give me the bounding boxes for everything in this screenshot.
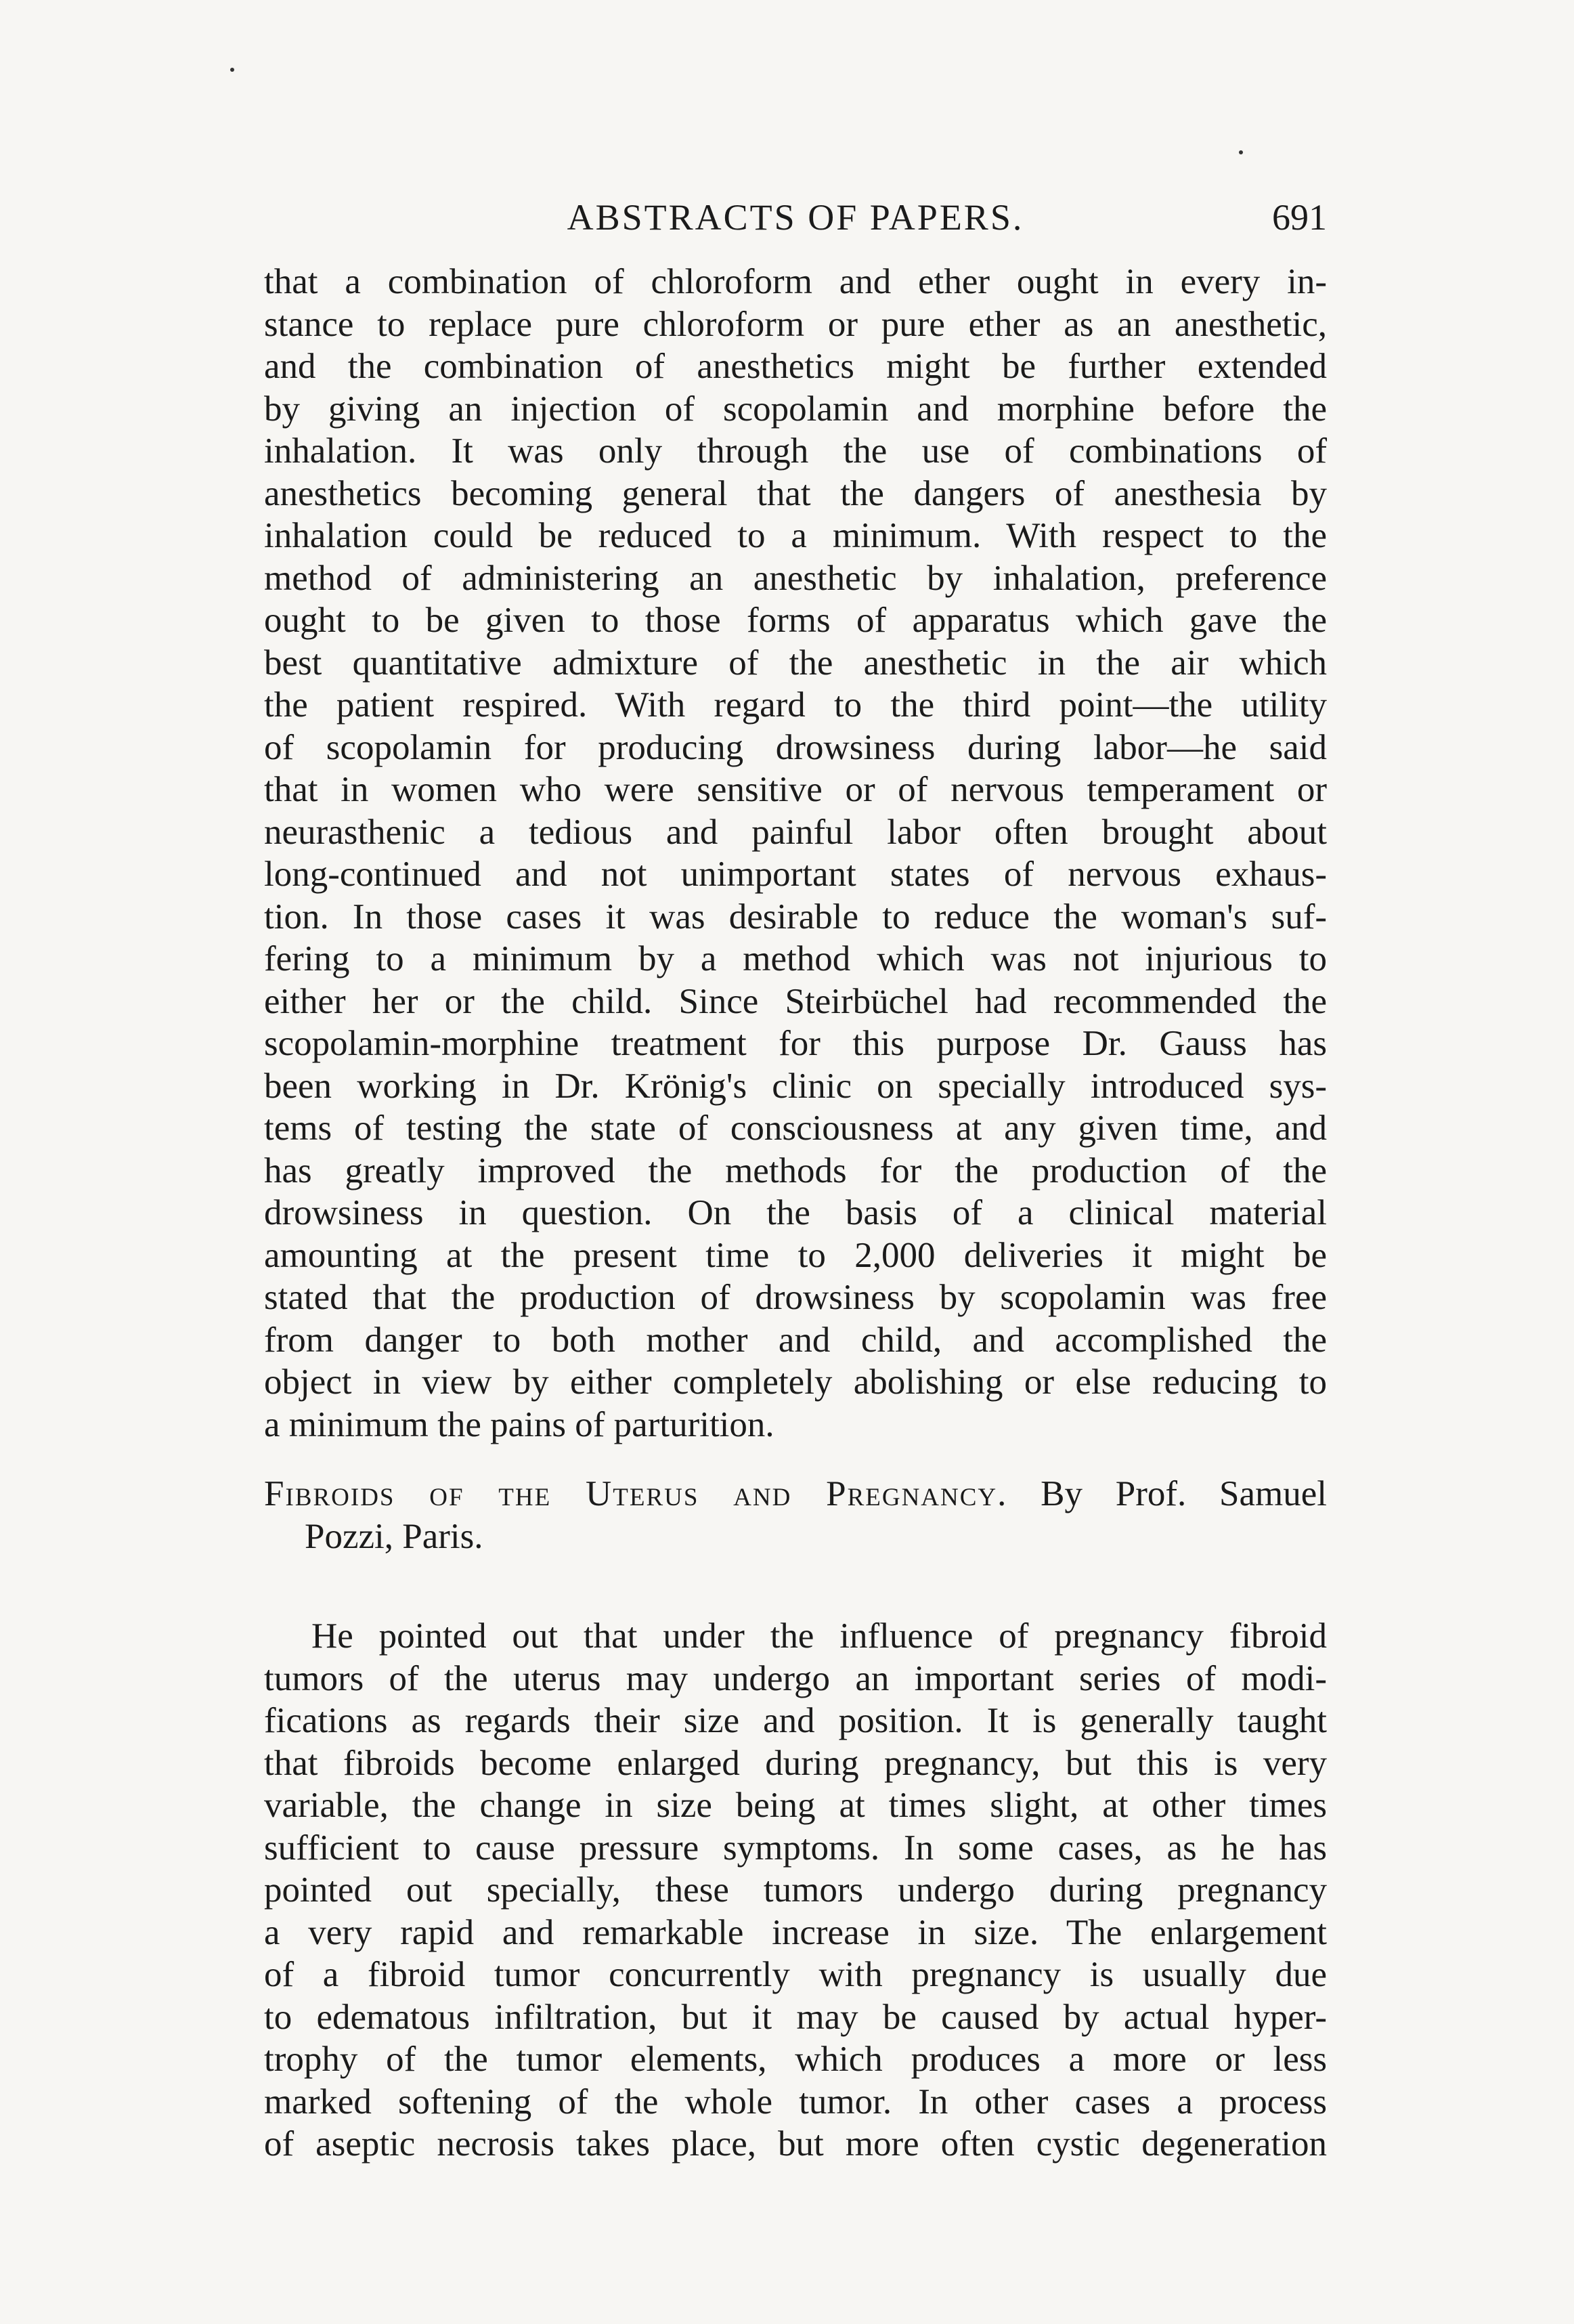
text-line: been working in Dr. Krönig's clinic on specially introduced sys- [264, 1066, 1327, 1106]
section-heading [264, 1473, 1327, 1557]
text-line: tems of testing the state of consciousness at any given time, and [264, 1109, 1327, 1148]
text-line: fications as regards their size and position. It is generally taught [264, 1701, 1327, 1740]
page-header [264, 196, 1327, 251]
text-line: a very rapid and remarkable increase in size. The enlargement [264, 1912, 1327, 1952]
text-line: tumors of the uterus may undergo an important series of modi- [264, 1658, 1327, 1698]
text-line: drowsiness in question. On the basis of a clinical material [264, 1193, 1327, 1232]
paragraph-continuation [264, 261, 1327, 1446]
text-line: amounting at the present time to 2,000 deliveries it might be [264, 1235, 1327, 1275]
text-line: anesthetics becoming general that the dangers of anesthesia by [264, 473, 1327, 513]
text-line: of scopolamin for producing drowsiness during labor—he said [264, 727, 1327, 767]
text-line: fering to a minimum by a method which was not injurious to [264, 939, 1327, 978]
running-head: ABSTRACTS OF PAPERS. [567, 197, 1024, 238]
text-line: that fibroids become enlarged during pregnancy, but this is very [264, 1743, 1327, 1783]
text-line: sufficient to cause pressure symptoms. In some cases, as he has [264, 1828, 1327, 1868]
text-line: marked softening of the whole tumor. In other cases a process [264, 2082, 1327, 2122]
text-line: scopolamin-morphine treatment for this purpose Dr. Gauss has [264, 1024, 1327, 1063]
byline-continuation: Pozzi, Paris. [305, 1516, 483, 1556]
text-line: to edematous infiltration, but it may be caused by actual hyper- [264, 1997, 1327, 2037]
text-line: stance to replace pure chloroform or pure ether as an anesthetic, [264, 304, 1327, 344]
text-line: neurasthenic a tedious and painful labor often brought about [264, 812, 1327, 852]
text-line: has greatly improved the methods for the production of the [264, 1150, 1327, 1190]
text-line: either her or the child. Since Steirbüchel had recommended the [264, 981, 1327, 1021]
text-line: of a fibroid tumor concurrently with pregnancy is usually due [264, 1955, 1327, 1994]
text-line: of aseptic necrosis takes place, but more often cystic degeneration [264, 2124, 1327, 2164]
text-line: long-continued and not unimportant states of nervous exhaus- [264, 855, 1327, 894]
text-line: tion. In those cases it was desirable to reduce the woman's suf- [264, 897, 1327, 937]
text-line: inhalation. It was only through the use of combinations of [264, 431, 1327, 471]
text-line: that a combination of chloroform and ether ought in every in- [264, 262, 1327, 301]
text-line: from danger to both mother and child, and accomplished the [264, 1320, 1327, 1360]
section-title: Fibroids of the Uterus and Pregnancy. [264, 1474, 1008, 1513]
page-number: 691 [1272, 197, 1327, 238]
text-line: method of administering an anesthetic by inhalation, preference [264, 558, 1327, 598]
text-line: object in view by either completely abolishing or else reducing to [264, 1362, 1327, 1402]
scan-speck [1239, 150, 1243, 154]
heading-line [264, 1473, 1327, 1515]
text-line: trophy of the tumor elements, which produces a more or less [264, 2040, 1327, 2079]
text-line: ought to be given to those forms of apparatus which gave the [264, 601, 1327, 640]
text-line: that in women who were sensitive or of nervous temperament or [264, 770, 1327, 809]
text-line: and the combination of anesthetics might be further extended [264, 347, 1327, 386]
text-line: variable, the change in size being at times slight, at other times [264, 1786, 1327, 1825]
byline: By Prof. Samuel [1041, 1474, 1327, 1513]
text-line: He pointed out that under the influence of pregnancy fibroid [311, 1616, 1327, 1656]
text-line: a minimum the pains of parturition. [264, 1404, 774, 1444]
text-line: by giving an injection of scopolamin and morphine before the [264, 389, 1327, 429]
text-line: the patient respired. With regard to the third point—the utility [264, 685, 1327, 725]
paragraph [264, 1615, 1327, 2166]
text-line: pointed out specially, these tumors undergo during pregnancy [264, 1870, 1327, 1910]
scan-speck [230, 68, 234, 72]
text-line: stated that the production of drowsiness by scopolamin was free [264, 1278, 1327, 1317]
text-line: best quantitative admixture of the anesthetic in the air which [264, 643, 1327, 683]
text-line: inhalation could be reduced to a minimum. With respect to the [264, 516, 1327, 555]
